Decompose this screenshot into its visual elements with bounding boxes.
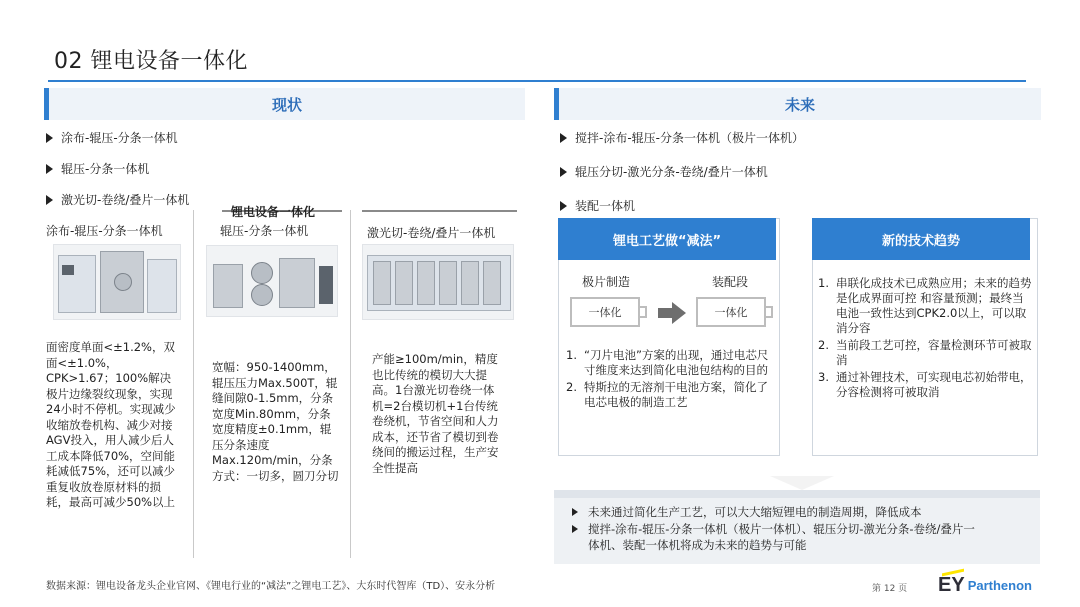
list-item: 2. 特斯拉的无溶剂干电池方案，简化了电芯电极的制造工艺 bbox=[566, 380, 768, 409]
process-list bbox=[566, 348, 774, 412]
center-column-title: 锂电设备一体化 bbox=[230, 205, 315, 219]
current-bullet: 激光切-卷绕/叠片一体机 bbox=[46, 191, 189, 208]
list-item: 2. 当前段工艺可控，容量检测环节可被取消 bbox=[818, 338, 1032, 367]
down-chevron-icon bbox=[770, 476, 834, 490]
column-3-body: 产能≥100m/min，精度也比传统的模切大大提高。1台激光切卷绕一体机=2台模切机+1台传统卷绕机，节省空间和人力成本，还节省了模切到卷绕间的搬运过程，生产安全性提高 bbox=[372, 352, 499, 475]
column-divider bbox=[193, 210, 194, 558]
battery-icon: 一体化 bbox=[696, 297, 766, 327]
assembly-stage-label: 装配段 bbox=[712, 275, 749, 289]
trend-list bbox=[818, 276, 1032, 402]
process-panel-title: 锂电工艺做“减法” bbox=[558, 218, 776, 260]
triangle-bullet-icon bbox=[572, 525, 578, 533]
column-2-body: 宽幅：950-1400mm，辊压压力Max.500T，辊缝间隙0-1.5mm，分条宽度Min.80mm，分条宽度精度±0.1mm，辊压分条速度Max.120m/min，分条方式：一切多，圆刀分切 bbox=[212, 360, 339, 483]
column-divider bbox=[350, 210, 351, 558]
current-bullet: 辊压-分条一体机 bbox=[46, 160, 149, 177]
electrode-stage-label: 极片制造 bbox=[582, 275, 631, 289]
title-divider bbox=[48, 80, 1026, 82]
ey-parthenon-logo: EY Parthenon bbox=[938, 571, 1032, 595]
laser-winding-machine-image bbox=[362, 244, 514, 320]
section-header-future: 未来 bbox=[554, 88, 1041, 120]
battery-icon: 一体化 bbox=[570, 297, 640, 327]
conclusion-box bbox=[554, 490, 1040, 564]
triangle-bullet-icon bbox=[560, 167, 567, 177]
triangle-bullet-icon bbox=[572, 508, 578, 516]
column-3-head: 激光切-卷绕/叠片一体机 bbox=[367, 226, 496, 240]
section-header-current: 现状 bbox=[44, 88, 525, 120]
triangle-bullet-icon bbox=[560, 133, 567, 143]
future-bullet: 装配一体机 bbox=[560, 197, 635, 214]
conclusion-line: 搅拌-涂布-辊压-分条一体机（极片一体机）、辊压分切-激光分条-卷绕/叠片一 bbox=[572, 521, 975, 537]
column-2-head: 辊压-分条一体机 bbox=[220, 224, 309, 238]
current-bullet: 涂布-辊压-分条一体机 bbox=[46, 129, 178, 146]
triangle-bullet-icon bbox=[560, 201, 567, 211]
rolling-slitting-machine-image bbox=[206, 245, 338, 317]
conclusion-line: 体机、装配一体机将成为未来的趋势与可能 bbox=[588, 538, 807, 552]
column-1-head: 涂布-辊压-分条一体机 bbox=[46, 224, 163, 238]
future-bullet: 辊压分切-激光分条-卷绕/叠片一体机 bbox=[560, 163, 768, 180]
list-item: 3. 通过补锂技术，可实现电芯初始带电，分容检测将可被取消 bbox=[818, 370, 1032, 399]
conclusion-line: 未来通过简化生产工艺，可以大大缩短锂电的制造周期，降低成本 bbox=[572, 504, 922, 520]
page-number: 第 12 页 bbox=[872, 584, 908, 594]
triangle-bullet-icon bbox=[46, 133, 53, 143]
list-item: 1. 串联化成技术已成熟应用；未来的趋势是化成界面可控 和容量预测；最终当电池一致性达到CPK2.0以上，可以取消分容 bbox=[818, 276, 1032, 335]
future-bullet: 搅拌-涂布-辊压-分条一体机（极片一体机） bbox=[560, 129, 804, 146]
trend-panel-title: 新的技术趋势 bbox=[812, 218, 1030, 260]
arrow-right-icon bbox=[658, 302, 686, 324]
coating-machine-image bbox=[53, 244, 181, 320]
page-title: 02 锂电设备一体化 bbox=[54, 49, 248, 74]
data-source-note: 数据来源：锂电设备龙头企业官网、《锂电行业的“减法”之锂电工艺》、大东时代智库（TD）、安永分析 bbox=[46, 581, 496, 592]
triangle-bullet-icon bbox=[46, 195, 53, 205]
triangle-bullet-icon bbox=[46, 164, 53, 174]
column-top-rule bbox=[362, 210, 517, 212]
list-item: 1. “刀片电池”方案的出现，通过电芯尺寸维度来达到简化电池包结构的目的 bbox=[566, 348, 769, 377]
column-1-body: 面密度单面<±1.2%，双面<±1.0%，CPK>1.67；100%解决极片边缘裂纹现象，实现24小时不停机。实现减少收缩放卷机构、减少对接AGV投入，用人减少后人工成本降低70%，空间能耗减低75%，还可以减少重复收放卷原材料的损耗，最高可减少50%以上 bbox=[46, 340, 176, 509]
